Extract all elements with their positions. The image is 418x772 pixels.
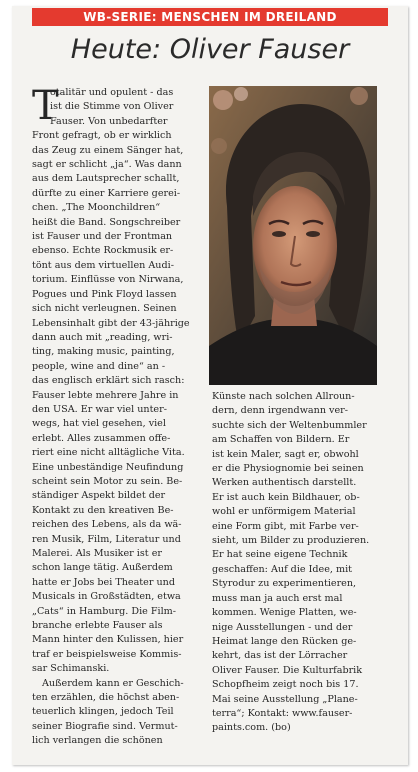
- left-column-line: traf er beispielsweise Kommis-: [32, 648, 182, 660]
- newspaper-clipping: [12, 6, 408, 765]
- right-column-line: er die Physiognomie bei seinen: [212, 463, 364, 475]
- left-column-line: people, wine and dine“ an -: [32, 360, 166, 372]
- left-column-line: ebenso. Echte Rockmusik er-: [32, 245, 174, 257]
- left-column-line: ist Fauser und der Frontman: [32, 231, 173, 243]
- left-column-line: „Cats“ in Hamburg. Die Film-: [32, 605, 177, 617]
- right-column-line: ist kein Maler, sagt er, obwohl: [212, 448, 359, 460]
- left-column-line: sich nicht verleugnen. Seinen: [32, 303, 177, 315]
- right-column-line: Oliver Fauser. Die Kulturfabrik: [212, 664, 363, 676]
- drop-cap: T: [32, 83, 59, 129]
- left-column-line: ten erzählen, die höchst aben-: [32, 692, 180, 704]
- left-column-line: Außerdem kann er Geschich-: [42, 677, 184, 689]
- left-column-line: sagt er schlicht „ja“. Was dann: [32, 159, 182, 171]
- left-column-line: den USA. Er war viel unter-: [32, 403, 167, 415]
- left-column-line: Eine unbeständige Neufindung: [32, 461, 184, 473]
- right-column-line: wohl er unförmigem Material: [212, 506, 356, 518]
- left-column-line: Musicals in Großstädten, etwa: [32, 591, 181, 603]
- right-column-line: Schopfheim zeigt noch bis 17.: [212, 679, 359, 691]
- right-column-line: Styrodur zu experimentieren,: [212, 578, 357, 590]
- right-column-line: paints.com. (bo): [212, 722, 291, 734]
- left-column-line: heißt die Band. Songschreiber: [32, 216, 181, 228]
- headline: Heute: Oliver Fauser: [70, 34, 350, 65]
- right-column-line: Werken authentisch darstellt.: [212, 477, 357, 489]
- left-column-line: Pogues und Pink Floyd lassen: [32, 288, 177, 300]
- left-column-line: ständiger Aspekt bildet der: [32, 490, 166, 502]
- left-column-line: seiner Biografie sind. Vermut-: [32, 720, 178, 732]
- left-column-line: Malerei. Als Musiker ist er: [32, 548, 162, 559]
- left-column-line: lich verlangen die schönen: [32, 735, 163, 747]
- left-column-line: erlebt. Alles zusammen offe-: [32, 432, 171, 444]
- left-column-line: ting, making music, painting,: [32, 346, 175, 358]
- right-column-line: eine Form gibt, mit Farbe ver-: [212, 520, 359, 532]
- left-column-line: Kontakt zu den kreativen Be-: [32, 504, 174, 516]
- left-column-line: scheint sein Motor zu sein. Be-: [32, 475, 183, 487]
- left-column-line: teuerlich klingen, jedoch Teil: [32, 706, 174, 718]
- right-column-line: Heimat lange den Rücken ge-: [212, 635, 357, 647]
- left-column-line: reichen des Lebens, als da wä-: [32, 519, 182, 531]
- left-column-line: ren Musik, Film, Literatur und: [32, 533, 181, 545]
- left-column-line: tönt aus dem virtuellen Audi-: [32, 259, 174, 271]
- left-column-line: branche erlebte Fauser als: [32, 620, 163, 632]
- right-column-line: am Schaffen von Bildern. Er: [212, 434, 350, 446]
- right-column-line: geschaffen: Auf die Idee, mit: [212, 563, 353, 575]
- right-column-line: kehrt, das ist der Lörracher: [212, 650, 348, 662]
- left-column-line: dann auch mit „reading, wri-: [32, 331, 173, 343]
- left-column-line: das englisch erklärt sich rasch:: [32, 375, 185, 387]
- left-column-line: das Zeug zu einem Sänger hat,: [32, 144, 184, 156]
- left-column-text: [32, 83, 204, 749]
- right-column-line: Er hat seine eigene Technik: [212, 549, 348, 561]
- right-column-line: kommen. Wenige Platten, we-: [212, 607, 357, 619]
- left-column-line: torium. Einflüsse von Nirwana,: [32, 274, 184, 286]
- right-column-line: terra“; Kontakt: www.fauser-: [212, 707, 353, 719]
- left-column-line: Fauser lebte mehrere Jahre in: [32, 389, 179, 401]
- left-column-line: dürfte zu einer Karriere gerei-: [32, 187, 181, 199]
- right-column-line: Künste nach solchen Allroun-: [212, 391, 355, 402]
- left-column-line: riert eine nicht alltägliche Vita.: [32, 447, 185, 459]
- left-column-line: schon lange tätig. Außerdem: [32, 562, 173, 574]
- right-column-line: muss man ja auch erst mal: [212, 592, 343, 604]
- left-column-line: Front gefragt, ob er wirklich: [32, 130, 172, 142]
- right-column-line: Mai seine Ausstellung „Plane-: [212, 693, 358, 705]
- left-column-line: Fauser. Von unbedarfter: [50, 115, 168, 127]
- right-column-line: nige Ausstellungen - und der: [212, 621, 353, 633]
- right-column-line: sieht, um Bilder zu produzieren.: [212, 535, 370, 547]
- right-column-line: suchte sich der Weltenbummler: [212, 419, 367, 431]
- left-column-line: aus dem Lautsprecher schallt,: [32, 173, 180, 185]
- left-column-line: sar Schimanski.: [32, 663, 110, 675]
- left-column-line: otalitär und opulent - das: [50, 87, 174, 98]
- left-column-line: wegs, hat viel gesehen, viel: [32, 418, 166, 430]
- left-column-line: ist die Stimme von Oliver: [50, 101, 174, 113]
- right-column-line: dern, denn irgendwann ver-: [212, 405, 348, 417]
- left-column-line: Lebensinhalt gibt der 43-jährige: [32, 317, 190, 329]
- portrait-photo: [209, 86, 377, 385]
- left-column-line: chen. „The Moonchildren“: [32, 202, 161, 214]
- left-column-line: hatte er Jobs bei Theater und: [32, 576, 175, 588]
- right-column-text: [212, 390, 380, 736]
- right-column-line: Er ist auch kein Bildhauer, ob-: [212, 491, 360, 503]
- left-column-line: Mann hinter den Kulissen, hier: [32, 634, 184, 646]
- series-banner: WB-SERIE: MENSCHEN IM DREILAND: [32, 8, 388, 26]
